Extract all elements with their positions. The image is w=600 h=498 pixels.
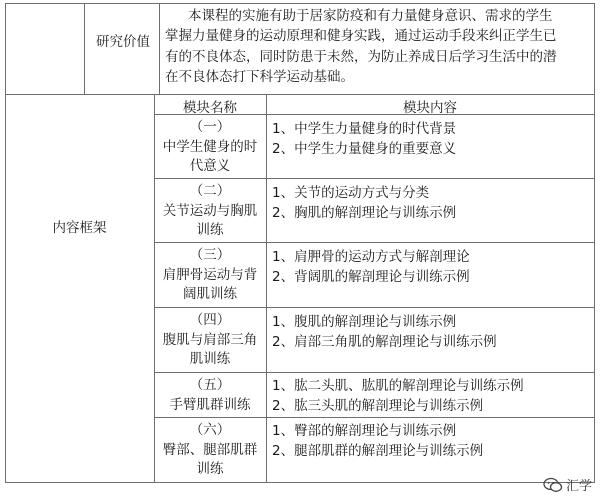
module-title-line: 阔肌训练 xyxy=(183,286,237,302)
wechat-icon xyxy=(543,477,563,493)
value-text-line: 掌握力量健身的运动原理和健身实践，通过运动手段来纠正学生已 xyxy=(165,28,557,44)
module-title-line: 关节运动与胸肌 xyxy=(162,202,258,219)
module-name xyxy=(154,246,266,305)
module-title-line: 肌训练 xyxy=(189,351,231,367)
module-index: （五） xyxy=(189,377,231,393)
module-title-line: 训练 xyxy=(196,222,224,238)
module-title-line: 臀部、腿部肌群 xyxy=(162,441,258,458)
module-index: （四） xyxy=(189,312,231,328)
header-module-name: 模块名称 xyxy=(183,100,237,116)
module-item: 2、腿部肌群的解剖理论与训练示例 xyxy=(272,443,484,459)
module-divider xyxy=(154,372,595,373)
value-text-line: 有的不良体态，同时防患于未然，为防止养成日后学习生活中的潜 xyxy=(165,49,557,65)
module-name xyxy=(154,421,266,480)
module-item: 2、中学生力量健身的重要意义 xyxy=(272,141,457,157)
module-index: （三） xyxy=(189,247,231,263)
module-divider xyxy=(154,178,595,179)
value-text-line: 本课程的实施有助于居家防疫和有力量健身意识、需求的学生 xyxy=(188,8,553,24)
module-item: 1、中学生力量健身的时代背景 xyxy=(272,121,457,137)
header-module-content: 模块内容 xyxy=(403,100,457,116)
value-label-divider xyxy=(159,3,160,95)
module-item: 2、肩部三角肌的解剖理论与训练示例 xyxy=(272,334,497,350)
module-title-line: 训练 xyxy=(196,461,224,477)
module-item: 1、腹肌的解剖理论与训练示例 xyxy=(272,314,457,330)
watermark-text: 汇学 xyxy=(565,479,592,494)
module-divider xyxy=(154,307,595,308)
module-name xyxy=(154,182,266,241)
row-divider xyxy=(5,94,595,95)
module-item: 2、背阔肌的解剖理论与训练示例 xyxy=(272,269,470,285)
module-item: 1、关节的运动方式与分类 xyxy=(272,185,430,201)
module-title-line: 中学生健身的时 xyxy=(162,138,258,155)
module-divider xyxy=(154,242,595,243)
module-title-line: 代意义 xyxy=(189,158,231,174)
module-item: 1、肱二头肌、肱肌的解剖理论与训练示例 xyxy=(272,378,524,394)
module-item: 2、肱三头肌的解剖理论与训练示例 xyxy=(272,398,484,414)
module-name xyxy=(154,118,266,177)
module-item: 2、胸肌的解剖理论与训练示例 xyxy=(272,205,457,221)
table-top-border xyxy=(5,3,595,4)
module-item: 1、臀部的解剖理论与训练示例 xyxy=(272,423,457,439)
table-right-border xyxy=(594,3,595,483)
value-col-divider xyxy=(84,3,85,95)
module-title-line: 肩胛骨运动与背 xyxy=(162,266,258,283)
module-title-line: 手臂肌群训练 xyxy=(169,396,251,413)
module-title-line: 腹肌与肩部三角 xyxy=(162,331,258,348)
value-label: 研究价值 xyxy=(96,34,150,50)
value-text-line: 在不良体态打下科学运动基础。 xyxy=(165,69,354,85)
module-index: （六） xyxy=(189,422,231,438)
framework-label: 内容框架 xyxy=(52,220,107,236)
module-divider xyxy=(154,417,595,418)
module-index: （一） xyxy=(189,119,231,135)
module-name xyxy=(154,376,266,415)
table-bottom-border xyxy=(5,482,595,483)
module-name xyxy=(154,311,266,370)
table-left-border xyxy=(5,3,6,483)
module-item: 1、肩胛骨的运动方式与解剖理论 xyxy=(272,249,470,265)
watermark xyxy=(543,475,592,494)
module-index: （二） xyxy=(189,183,231,199)
module-col-divider xyxy=(266,94,267,483)
